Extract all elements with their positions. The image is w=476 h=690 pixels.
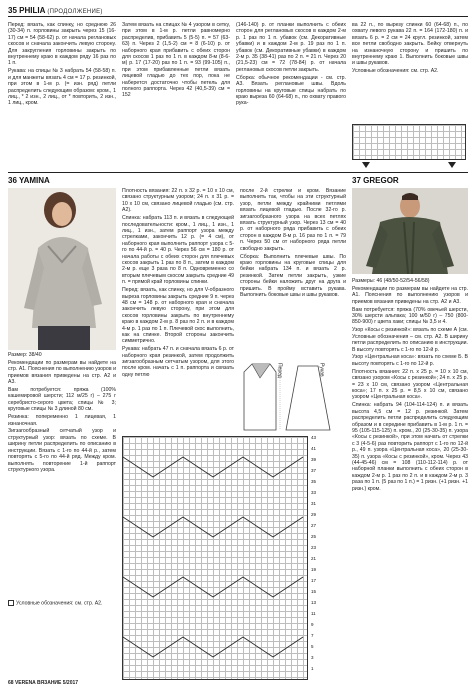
pattern-name: PHILIA: [19, 6, 46, 15]
paragraph: Рекомендации по размерам вы найдете на стр. А1. Пояснения по выполнению узоров и приемов вязания приведены на стр. А2 и А3.: [8, 359, 116, 386]
chart-row-number: 21: [311, 556, 317, 561]
chart-row-number: 29: [311, 512, 317, 517]
schema-label: Рукав: [318, 363, 325, 377]
paragraph: Затем вязать на спицах № 4 узором в сетку, при этом в 1-м р. петли равномерно распределив, прибавить 5 (5-5) п. = 57 (63-63) п. Через 2 (1,5-2) см = 8 (6-10) р. от наборного края прибавить с обеих сторон для скосов 1 раз по 1 п. в каждом 8-м (8-6-м) р. 17 (17-20) раз по 1 п. = 93 (99-105) п., при этом прибавленные петли вязать лицевой гладью до тех пор, пока не наберется достаточно чтобы петель для полного раппорта. Через 42 (40,5-39) см = 152: [122, 22, 230, 99]
chart-row-number: 41: [311, 446, 317, 451]
mid-rule: [8, 172, 468, 173]
chart-row-number: 9: [311, 622, 314, 627]
chart-row-number: 7: [311, 633, 314, 638]
chart-row-number: 17: [311, 578, 317, 583]
philia-stitch-chart: [352, 124, 466, 160]
pattern-number: 35: [8, 6, 17, 15]
chart-row-number: 27: [311, 523, 317, 528]
paragraph: Рекомендации по размерам вы найдете на стр. А1. Пояснения по выполнению узоров и приемов вязания приведены на стр. А2 и А3.: [352, 285, 468, 305]
neckline-shape: [252, 364, 270, 378]
empty-stitch-icon: [8, 600, 14, 606]
chart-row-number: 15: [311, 589, 317, 594]
philia-col-3: [236, 22, 346, 108]
yamina-stitch-chart: [122, 436, 308, 680]
chart-row-number: 33: [311, 490, 317, 495]
paragraph: (146-140) р. от планки выполнить с обеих сторон для реглановых скосов в каждом 2-м р. 1 раз по 1 п. убавок (см. Декоративные убавки) и в каждом 2-м р. 19 раз по 1 п. убавок (см. Декоративные убавки) в каждом 2-м р. 35 (38-41) раз по 2 п. = 21 п. Через 20 (21,5-23) см = 72 (78-84) р. от начала реглановых скосов петли закрыть.: [236, 22, 346, 73]
chart-row-numbers: [310, 436, 324, 680]
paragraph: Плотность вязания: 22 п. x 25 р. = 10 x 10 см, связано узором «Косы с резинкой»; 24 п. x 25 р. = 23 x 10 см, связано узором «Центральная коса»; 17 п. x 25 р. = 8,5 x 10 см, связано узором «Центральная коса».: [352, 368, 468, 401]
chart-row-number: 1: [311, 666, 314, 671]
philia-col-1: [8, 22, 116, 108]
paragraph: Рукава: на спицы № 3 набрать 54 (58-58) п. и для манжеты вязать 4 см = 17 р. резинкой, при этом в 1-м р. (= изн. ряд) петли распределить следующим образом: кром., 1 лиц., * 2 изн., 2 лиц., от * повторить, 2 изн., 1 лиц., кром.: [8, 68, 116, 107]
chart-row-number: 3: [311, 655, 314, 660]
page-footer: 68 VERENA ВЯЗАНИЕ 5/2017: [8, 680, 79, 686]
paragraph: Размеры: 46 (48/50-52/54-56/58): [352, 278, 430, 284]
paragraph: Плотность вязания: 22 п. x 32 р. = 10 x 10 см, связано структурным узором; 24 п. x 31 р. = 10 x 10 см, связано лицевой гладью (см. стр. А2).: [122, 188, 234, 214]
paragraph: Вам потребуется: пряжа (100% кашемировой шерсти; 112 м/25 г) – 275 г серебристо-серого цвета; спицы № 3; круговые спицы № 3 длиной 80 см.: [8, 387, 116, 413]
chart-row-number: 25: [311, 534, 317, 539]
paragraph: Перед: вязать, как спинку, но для V-образного выреза горловины закрыть средние 9 п. через 48 см = 148 р. от наборного края и сначала закончить левую сторону, при этом для скосов горловины закрыть по внутреннему краю в каждом 2-м р. 8 раз по 2 п. и в каждом 4-м р. 1 раз по 1 п. Плечевой скос выполнить, как на спинке. Второй стороны закончить симметрично.: [122, 287, 234, 345]
paragraph: после 2-й стрелки и кром. Вязание выполнить так, чтобы на эти структурный узор, петли между крайними петлями вязать лицевой гладью. После 32-го р. зигзагообразного узора на всех петлях вязать структурный узор. Через 13 см = 40 р. от наборного ряда прибавить с обеих сторон в каждом 8-м р. 16 раз по 1 п. = 79 п. Через 50 см от наборного ряда петли свободно закрыть.: [240, 188, 346, 252]
pattern-name: GREGOR: [363, 176, 399, 185]
philia-col-4: [352, 22, 468, 76]
paragraph: Спинка: набрать 113 п. и вязать в следующей последовательности: кром., 1 лиц., 1 изн., 1 лиц., 1 изн., затем раппорт узора между стрелками, закончить 12 р. (= 4 см), от наборного края выполнить раппорт узора с 5-го по 44-й р. = 40 р. Через 56 см = 180 р. от начала работы с обеих сторон для плечевых скосов закрыть 1 раз по 8 п., затем в каждом 2-м р. еще 3 раза по 8 п. Одновременно со вторым плечевым скосом закрыть средние 49 п. = прямой край горловины спинки.: [122, 215, 234, 286]
philia-col-2: [122, 22, 230, 100]
arrow-right-icon: [448, 162, 456, 168]
chart-row-number: 43: [311, 435, 317, 440]
chart-legend: [8, 600, 116, 607]
paragraph: Рукава: набрать 47 п. и сначала вязать 6 р. от наборного края резинкой, затем продолжить зигзагообразным сетчатым узором, для этого после кром. начать с 1 п. раппорта и связать одну петлю: [122, 346, 234, 378]
paragraph: Перед: вязать, как спинку, но среднюю 26 (30-34) п. горловины закрыть через 15 (16-17) см = 54 (58-62) р. от начала реглановых скосов и сначала закончить левую сторону. Для закругления горловины закрыть по внутреннему краю в каждом ряду 16 раз по 1 п.: [8, 22, 116, 67]
chart-row-number: 19: [311, 567, 317, 572]
section-header-yamina: [8, 176, 50, 185]
legend-row: [8, 600, 116, 607]
chart-row-number: 31: [311, 501, 317, 506]
paragraph: Спинка: набрать 94 (104-114-124) п. и вязать высота 4,5 см = 12 р. резинкой. Затем распределить петли распределить следующим образом и в середине прибавить в 1-м р. 1 п. = 95 (105-115-125) п. кром., 20 (25-30-35) п. узора «Косы с резинкой», при этом начать от стрелки с 3 (4-5-6) раз повторить раппорт с 1-го по 12-й р., 49 п. узора «Центральная коса», 20 (25-30-35) п. узора «Косы с резинкой», кром. Через 43 (44-45-46) см = 108 (110-112-114) р. от наборной планки выполнить с обеих сторон в каждом 2-м р. 1 раз по 2 п. и в каждом 2-м р. 3 раза по 1 п. (5 раз по 1 п.) = 1 ризн. (+1 ризн. +1 ризн.) кром.: [352, 402, 468, 492]
continued-label: (ПРОДОЛЖЕНИЕ): [47, 9, 103, 15]
paragraph: Сборка: обычное рекомендации - см. стр. А3. Вязать реглановые швы. Вдоль горловины на круговые спицы набрать по краю выреза 60 (64-68) п., по охвату правого рука-: [236, 74, 346, 107]
chart-row-number: 37: [311, 468, 317, 473]
paragraph: Сборка: Выполнить плечевые швы. По краю горловины на круговые спицы для бейки набрать 134 п. и вязать 2 р. резинкой. Затем петли закрыть, узкие стороны бейки наложить друг на друга и пришить. В пройму вставить рукава. Выполнить боковые швы и швы рукавов.: [240, 253, 346, 298]
paragraph: Узор «Косы с резинкой»: вязать по схеме А (см. Условные обозначения – см. стр. А2. В ширину петли распределить по описанию в инструкции. В высоту повторять с 1-го по 12-й р.: [352, 327, 468, 353]
yamina-model-photo: [8, 188, 116, 350]
chart-row-number: 35: [311, 479, 317, 484]
yamina-schematic: [240, 358, 346, 432]
chart-arrows: [352, 160, 466, 172]
yamina-col-2: [122, 188, 234, 380]
gregor-col-1: [352, 278, 468, 494]
pattern-name: YAMINA: [18, 176, 50, 185]
paragraph: ва 22 п., по вырезу спинки 60 (64-68) п., по охвату левого рукава 22 п. = 164 (172-180) п. и вязать 6 р. = 2 см = 24 кругл. резинкой, затем все петли свободно закрыть. Бейку отвернуть на изнаночную сторону и пришить по внутреннему краю 1. Выполнить боковые швы и швы рукавов.: [352, 22, 468, 67]
chart-row-number: 13: [311, 600, 317, 605]
yamina-col-3: [240, 188, 346, 300]
chart-row-number: 39: [311, 457, 317, 462]
chart-row-number: 23: [311, 545, 317, 550]
pattern-number: 36: [8, 176, 17, 185]
chart-row-number: 5: [311, 644, 314, 649]
pattern-number: 37: [352, 176, 361, 185]
paragraph: Узор «Центральная коса»: вязать по схеме Б. В высоту повторять с 1-го по 12-й р.: [352, 354, 468, 367]
legend-note: Условные обозначения: см. стр. А2.: [352, 68, 439, 75]
gregor-model-photo: [352, 188, 468, 274]
paragraph: Размер: 38/40: [8, 352, 42, 358]
arrow-left-icon: [362, 162, 370, 168]
yamina-col-1: [8, 352, 116, 475]
schema-label: Перед: [276, 363, 283, 378]
top-rule: [8, 16, 468, 17]
paragraph: Вам потребуется: пряжа (70% овечьей шерсти, 30% шерсти альпака; 100 м/50 г) – 750 (800-850-900) г цвета хаки; спицы № 3,5 и 4.: [352, 306, 468, 326]
legend-label: Условные обозначения: см. стр. А2.: [16, 600, 103, 607]
paragraph: Зигзагообразный сетчатый узор и структурный узор: вязать по схеме. В ширину петли распределить по описанию в инструкции. Вязать с 1-го по 44-й р., затем повторять с 5-го по 44-й ряд. Между кром. выполнять повторение 1-й раппорт структурного узора.: [8, 428, 116, 473]
chart-row-number: 11: [311, 611, 316, 616]
paragraph: Резинка: попеременно 1 лицевая, 1 изнаночная.: [8, 414, 116, 427]
section-header-gregor: [352, 176, 399, 185]
